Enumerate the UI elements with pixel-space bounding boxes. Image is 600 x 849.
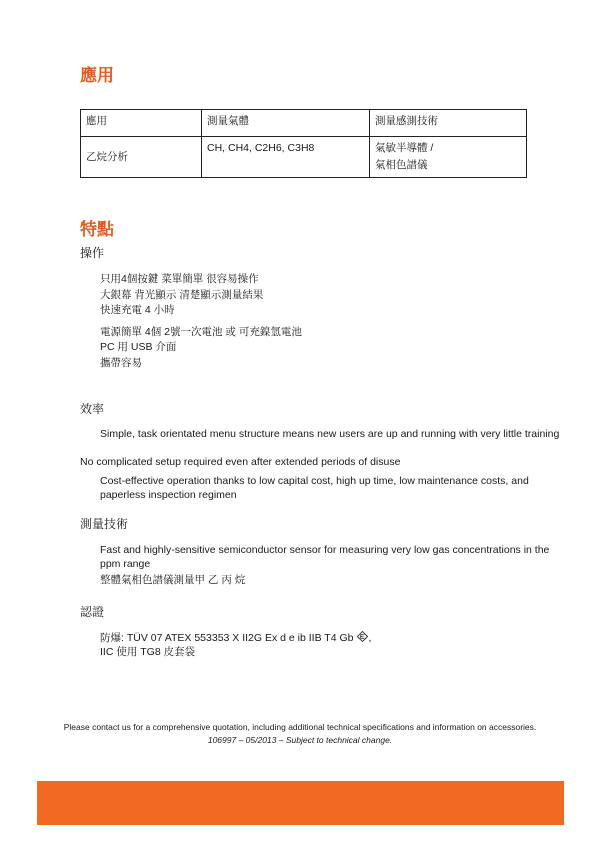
certification-suffix: , — [368, 632, 372, 644]
list-item: 攜帶容易 — [100, 356, 142, 369]
features-heading: 特點 — [80, 220, 114, 240]
technology-line: 氣敏半導體 / — [375, 142, 434, 154]
table-header-cell: 測量氣體 — [202, 110, 370, 137]
measurement-heading: 測量技術 — [80, 517, 129, 531]
certification-line — [100, 631, 570, 645]
measurement-item: Fast and highly-sensitive semiconductor sensor for measuring very low gas concentrations in the ppm range — [100, 544, 550, 570]
efficiency-heading: 效率 — [80, 402, 105, 416]
measurement-item: 整體氣相色譜儀測量甲 乙 丙 烷 — [100, 574, 246, 586]
list-item: PC 用 USB 介面 — [100, 341, 177, 353]
certification-text: 防爆: TÜV 07 ATEX 553353 X II2G Ex d e ib IIB T4 Gb — [100, 632, 354, 644]
gases-cell: CH, CH4, C2H6, C3H8 — [202, 137, 370, 178]
table-header-cell: 測量感測技術 — [370, 110, 527, 137]
ex-explosion-proof-icon — [357, 631, 368, 642]
certification-heading: 認證 — [80, 605, 105, 619]
efficiency-item: Cost-effective operation thanks to low capital cost, high up time, low maintenance costs, and paperless inspection regimen — [100, 475, 529, 501]
list-item: 快速充電 4 小時 — [100, 304, 175, 316]
footer-contact: Please contact us for a comprehensive quotation, including additional technical specifications and information on accessories. — [63, 722, 537, 732]
applications-table — [80, 109, 527, 178]
efficiency-item: No complicated setup required even after extended periods of disuse — [80, 456, 401, 468]
list-item: 只用4個按鍵 菜單簡單 很容易操作 — [100, 273, 259, 285]
table-row — [81, 137, 527, 178]
operation-heading: 操作 — [80, 246, 105, 260]
footer-document-id: 106997 – 05/2013 – Subject to technical change. — [207, 735, 393, 745]
list-item: 大銀幕 背光顯示 清楚顯示測量結果 — [100, 288, 264, 301]
efficiency-item: Simple, task orientated menu structure means new users are up and running with very little training — [100, 428, 560, 440]
technology-cell — [370, 137, 527, 178]
list-item: 電源簡單 4個 2號一次電池 或 可充鎳氫電池 — [100, 325, 302, 338]
operation-list — [100, 272, 570, 371]
application-cell: 乙烷分析 — [81, 137, 202, 178]
footer-bar — [37, 781, 564, 825]
applications-heading: 應用 — [80, 66, 114, 86]
table-header-cell: 應用 — [81, 110, 202, 137]
technology-line: 氣相色譜儀 — [375, 159, 428, 171]
certification-line: IIC 使用 TG8 皮套袋 — [100, 646, 196, 658]
table-header-row — [81, 110, 527, 137]
